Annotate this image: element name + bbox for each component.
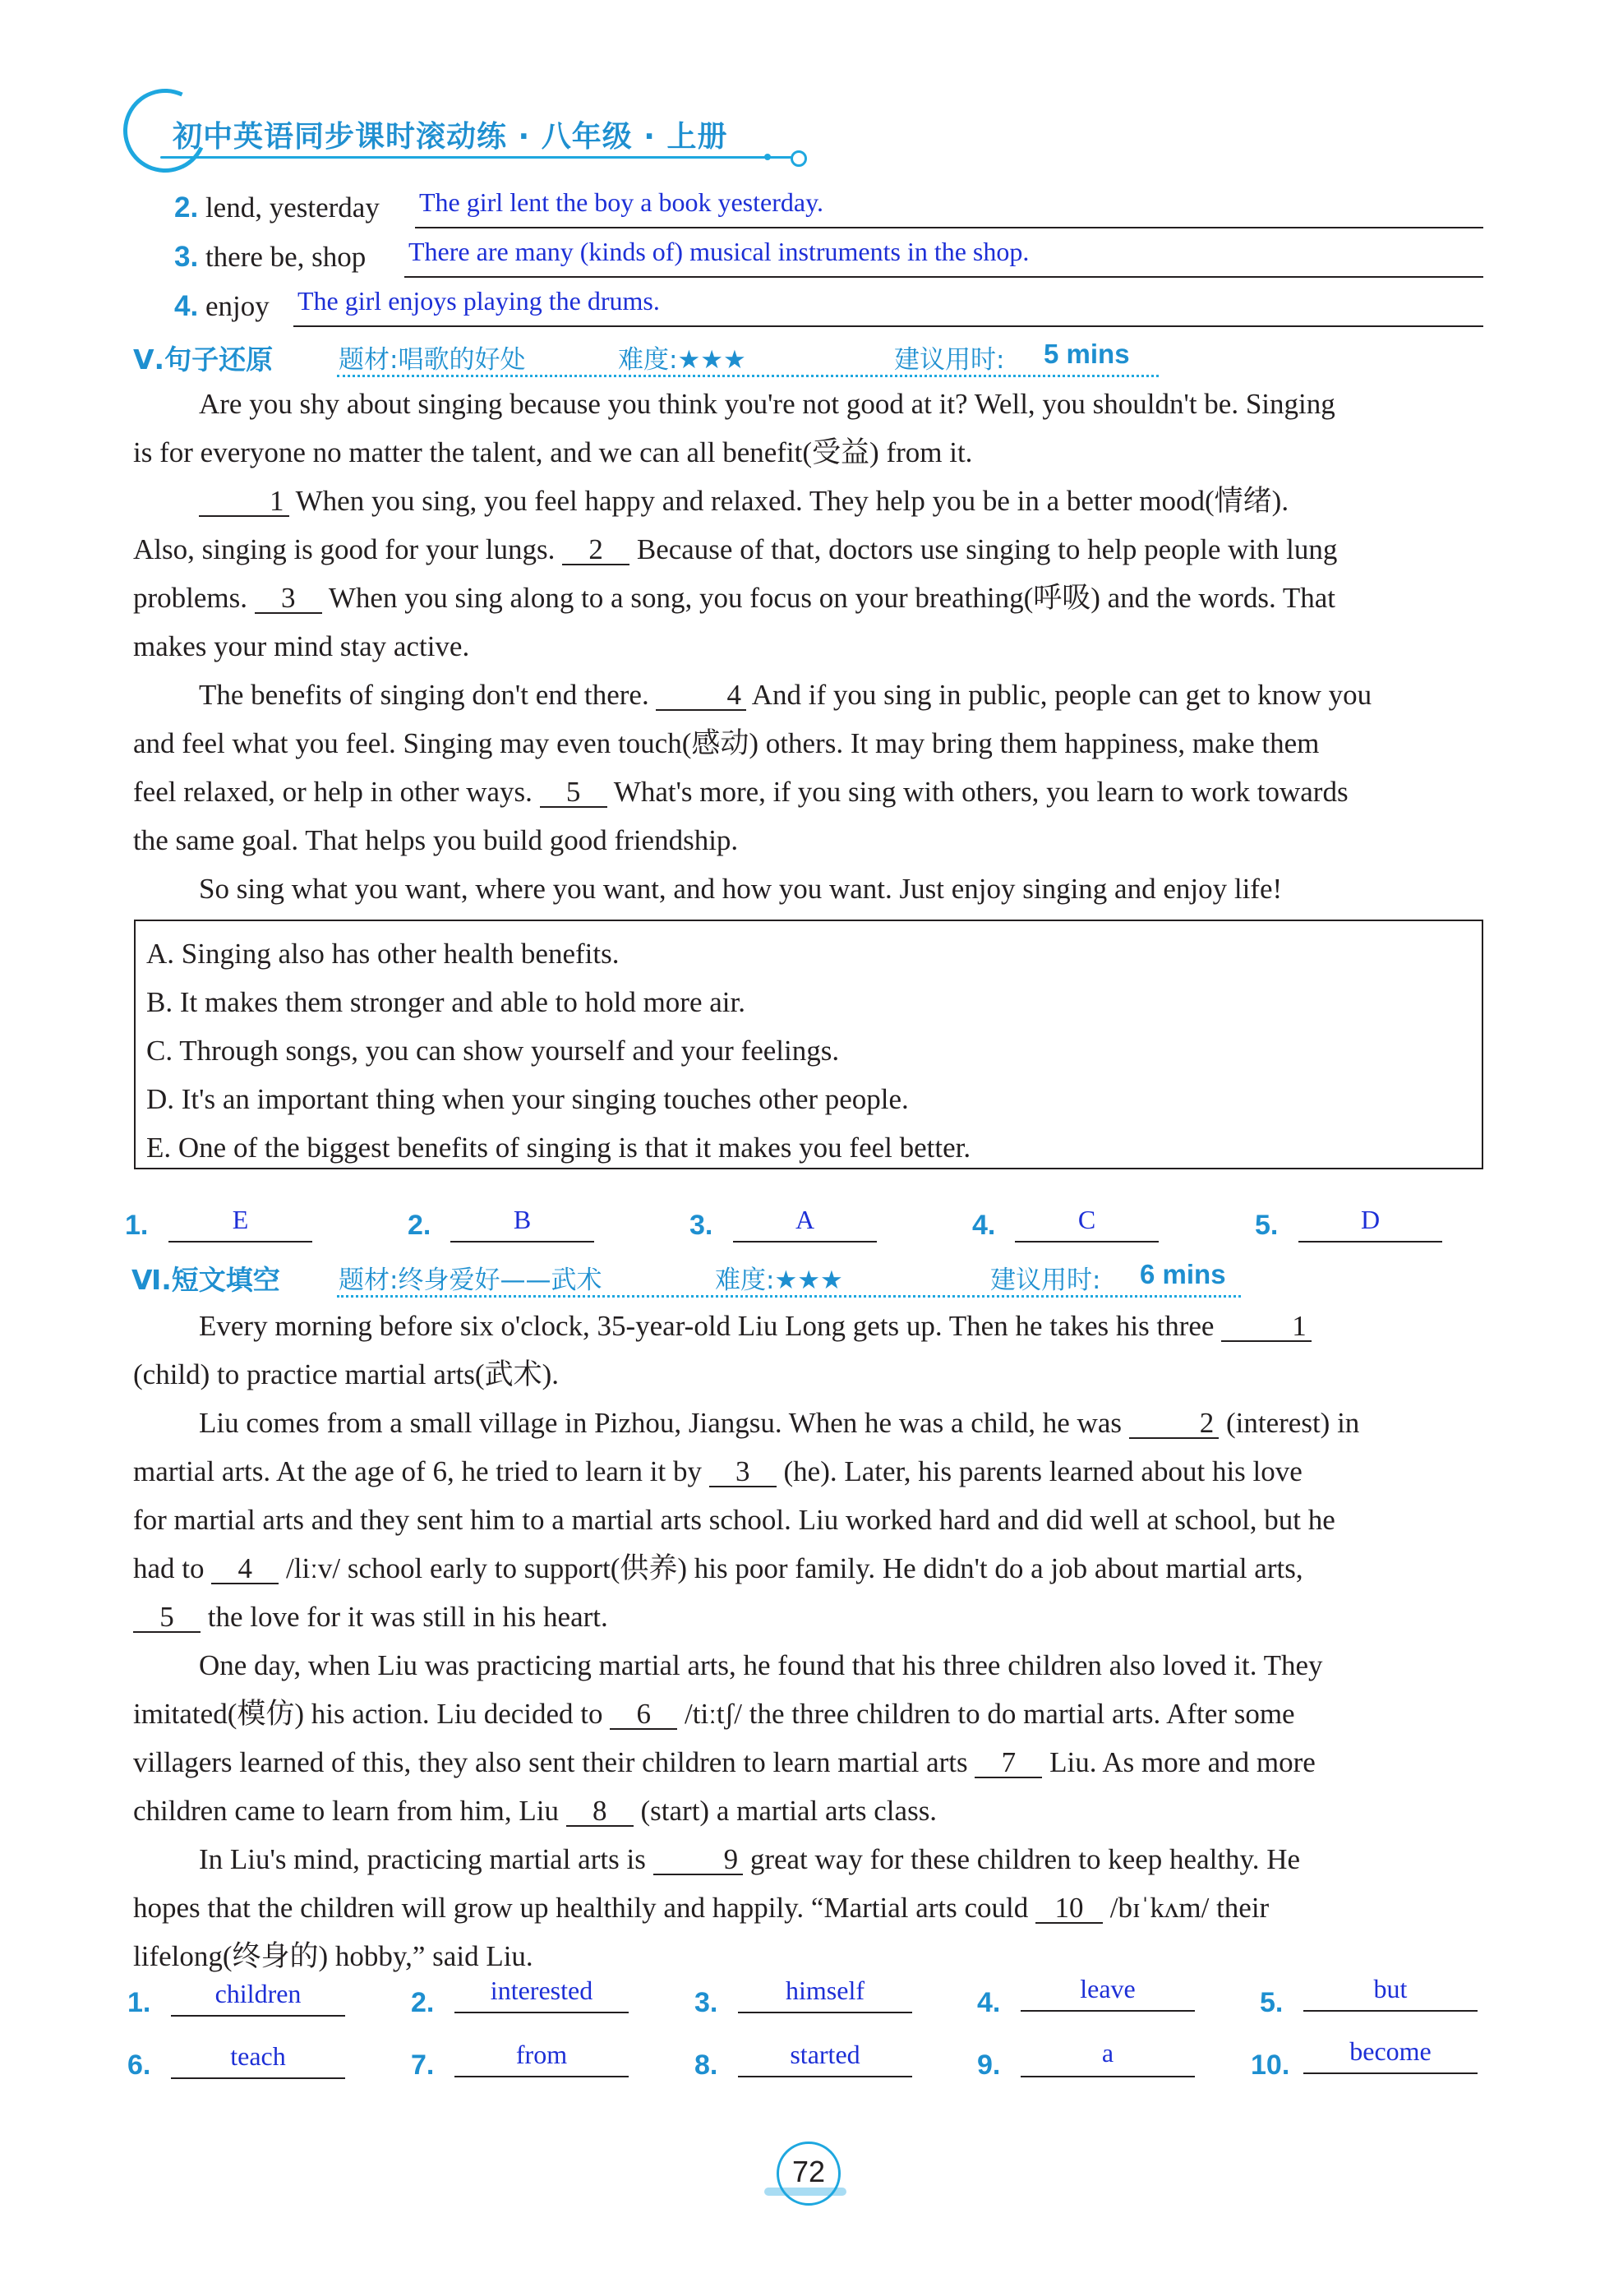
answer-number: 3.: [689, 1210, 713, 1241]
writing-item: 2. lend, yesterday: [174, 191, 380, 224]
answer-line: [293, 325, 1483, 327]
section-6-time-value: 6 mins: [1140, 1259, 1226, 1289]
section-6-time-label: 建议用时:: [990, 1266, 1101, 1295]
answer-value: but: [1373, 1974, 1408, 2003]
writing-item: 3. there be, shop: [174, 241, 367, 273]
writing-item: 4. enjoy: [174, 290, 270, 322]
option-d: D. It's an important thing when your singing touches other people.: [146, 1083, 909, 1115]
answer-number: 10.: [1251, 2049, 1290, 2081]
blank-8: 8: [566, 1797, 634, 1827]
answer-value: interested: [490, 1976, 593, 2005]
answer-value: B: [513, 1205, 532, 1234]
answer-number: 6.: [127, 2049, 151, 2081]
writing-answer: There are many (kinds of) musical instruments in the shop.: [408, 237, 1030, 266]
answer-value: children: [214, 1979, 302, 2008]
answer-number: 2.: [411, 1987, 435, 2018]
section-5-difficulty: 难度:★★★: [618, 345, 746, 375]
answer-value: a: [1101, 2038, 1114, 2068]
section-6-passage: Every morning before six o'clock, 35-year-old Liu Long gets up. Then he takes his three 1 (child) to practice martial arts(武术). Liu comes from a small village in Pizhou, Jiangsu. When he was a child, he was 2 (interest) in martial arts. At the age of 6, he tried to learn it by 3 (he). Later, his parents learned about his love for martial arts and they sent him to a martial arts school. Liu worked hard and did well at school, but he had to 4 /liːv/ school early to support(供养) his poor family. He didn't do a job about martial arts, 5 the love for it was still in his heart. One day, when Liu was practicing martial arts, he found that his three children also loved it. They imitated(模仿) his action. Liu decided to 6 /tiːtʃ/ the three children to do martial arts. After some villagers learned of this, they also sent their children to learn martial arts 7 Liu. As more and more children came to learn from him, Liu 8 (start) a martial arts class. In Liu's mind, practicing martial arts is 9 great way for these children to keep healthy. He hopes that the children will grow up healthily and happily. “Martial arts could 10 /bɪˈkʌm/ their lifelong(终身的) hobby,” said Liu.: [133, 1310, 1360, 1972]
section-6-topic: 题材:终身爱好——武术: [339, 1266, 602, 1295]
blank-7: 7: [975, 1749, 1042, 1778]
section-5-topic: 题材:唱歌的好处: [339, 345, 526, 375]
blank-4: 4: [656, 681, 746, 711]
answer-line: [1298, 1241, 1442, 1243]
blank-4: 4: [211, 1555, 279, 1584]
answer-number: 8.: [694, 2049, 718, 2081]
answer-line: [171, 2077, 345, 2079]
option-c: C. Through songs, you can show yourself and your feelings.: [146, 1035, 840, 1067]
blank-3: 3: [255, 584, 322, 614]
answer-value: D: [1360, 1205, 1381, 1234]
blank-2: 2: [1129, 1409, 1220, 1439]
answer-line: [415, 227, 1483, 228]
answer-line: [404, 276, 1483, 278]
answer-line: [168, 1241, 312, 1243]
blank-5: 5: [540, 778, 607, 808]
answer-value: C: [1077, 1205, 1096, 1234]
answer-value: teach: [230, 2041, 286, 2071]
answer-line: [733, 1241, 877, 1243]
header-underline: [160, 156, 793, 159]
page-header-title: 初中英语同步课时滚动练 · 八年级 · 上册: [173, 120, 728, 154]
section-6-dotted-rule: [337, 1295, 1241, 1298]
answer-line: [1303, 2010, 1478, 2012]
answer-line: [738, 2012, 912, 2013]
section-5-time-label: 建议用时:: [894, 345, 1005, 375]
section-6-difficulty: 难度:★★★: [715, 1266, 843, 1295]
answer-number: 4.: [977, 1987, 1001, 2018]
answer-value: leave: [1080, 1974, 1136, 2003]
answer-value: from: [515, 2040, 568, 2069]
answer-number: 3.: [694, 1987, 718, 2018]
blank-1: 1: [1221, 1312, 1312, 1342]
option-a: A. Singing also has other health benefits.: [146, 938, 620, 970]
blank-2: 2: [562, 536, 629, 565]
option-b: B. It makes them stronger and able to hold more air.: [146, 986, 745, 1018]
blank-1: 1: [199, 487, 289, 517]
answer-line: [454, 2012, 629, 2013]
answer-number: 2.: [408, 1210, 431, 1241]
answer-number: 1.: [127, 1987, 151, 2018]
option-e: E. One of the biggest benefits of singing is that it makes you feel better.: [146, 1132, 971, 1164]
blank-3: 3: [709, 1458, 777, 1487]
answer-line: [1021, 2076, 1195, 2077]
answer-line: [738, 2076, 912, 2077]
writing-answer: The girl lent the boy a book yesterday.: [419, 187, 823, 217]
answer-value: become: [1349, 2036, 1432, 2066]
answer-number: 1.: [125, 1210, 149, 1241]
answer-line: [454, 2076, 629, 2077]
answer-line: [1021, 2010, 1195, 2012]
answer-line: [1303, 2072, 1478, 2074]
blank-5: 5: [133, 1603, 201, 1633]
header-ring-decoration: [791, 150, 807, 167]
section-5-dotted-rule: [337, 375, 1159, 377]
answer-line: [450, 1241, 594, 1243]
answer-number: 9.: [977, 2049, 1001, 2081]
answer-number: 5.: [1255, 1210, 1279, 1241]
blank-10: 10: [1035, 1894, 1103, 1924]
blank-9: 9: [653, 1846, 744, 1875]
section-6-heading: Ⅵ.短文填空: [131, 1264, 280, 1296]
section-5-time-value: 5 mins: [1044, 339, 1130, 369]
blank-6: 6: [610, 1700, 677, 1730]
answer-value: himself: [786, 1976, 865, 2005]
section-5-heading: Ⅴ.句子还原: [133, 343, 274, 376]
answer-value: A: [795, 1205, 815, 1234]
section-5-passage: Are you shy about singing because you think you're not good at it? Well, you shouldn't be. Singing is for everyone no matter the talent, and we can all benefit(受益) from it. 1 When you sing, you feel happy and relaxed. They help you be in a better mood(情绪). Also, singing is good for your lungs. 2 Because of that, doctors use singing to help people with lung problems. 3 When you sing along to a song, you focus on your breathing(呼吸) and the words. That makes your mind stay active. The benefits of singing don't end there. 4 And if you sing in public, people can get to know you and feel what you feel. Singing may even touch(感动) others. It may bring them happiness, make them feel relaxed, or help in other ways. 5 What's more, if you sing with others, you learn to work towards the same goal. That helps you build good friendship. So sing what you want, where you want, and how you want. Just enjoy singing and enjoy life!: [133, 388, 1372, 905]
answer-number: 4.: [972, 1210, 996, 1241]
answer-line: [1015, 1241, 1159, 1243]
answer-number: 7.: [411, 2049, 435, 2081]
answer-number: 5.: [1260, 1987, 1284, 2018]
answer-value: started: [790, 2040, 860, 2069]
answer-line: [171, 2015, 345, 2017]
header-dot-decoration: [764, 154, 771, 160]
answer-value: E: [232, 1205, 249, 1234]
page-number: 72: [777, 2142, 841, 2206]
writing-answer: The girl enjoys playing the drums.: [297, 286, 660, 316]
